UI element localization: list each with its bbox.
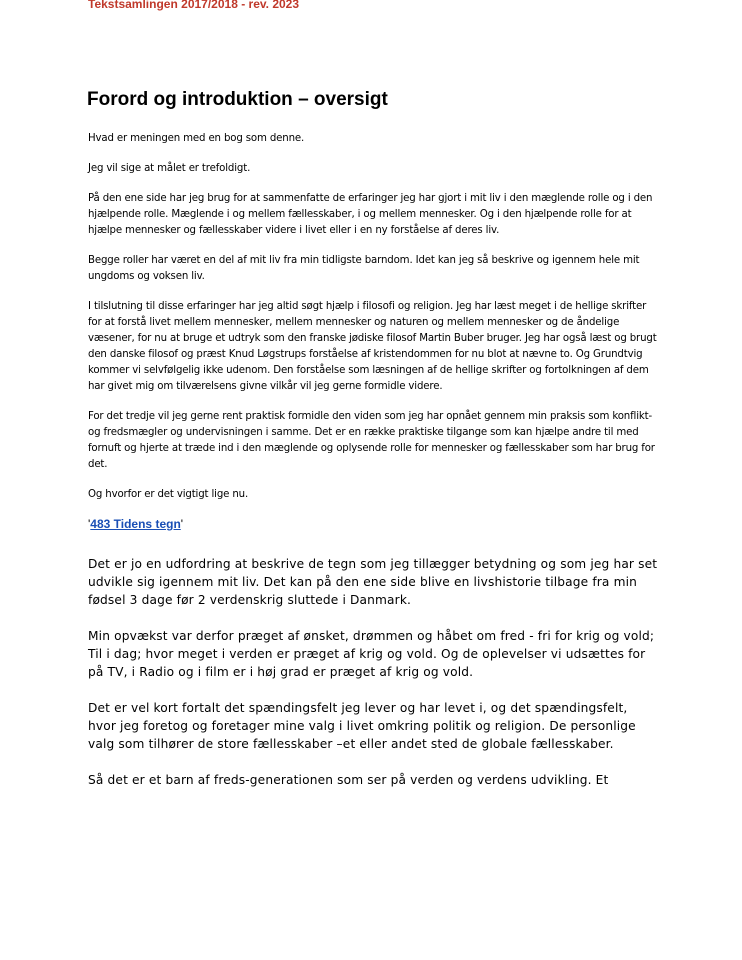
paragraph: Jeg vil sige at målet er trefoldigt. <box>88 163 251 174</box>
section-body <box>88 555 658 789</box>
paragraph: På den ene side har jeg brug for at sammenfatte de erfaringer jeg har gjort i mit liv i den mæglende rolle og i den hjælpende rolle. Mæglende i og mellem fællesskaber, i og mellem mennesker. Og i den hjælpende rolle for at hjælpe mennesker og fællesskaber videre i livet eller i en ny forståelse af deres liv. <box>88 193 653 236</box>
paragraph: Og hvorfor er det vigtigt lige nu. <box>88 489 249 500</box>
paragraph: Så det er et barn af freds-generationen som ser på verden og verdens udvikling. Et <box>88 773 609 787</box>
intro-section <box>88 131 658 503</box>
paragraph: Det er jo en udfordring at beskrive de tegn som jeg tillægger betydning og som jeg har set udvikle sig igennem mit liv. Det kan på den ene side blive en livshistorie tilbage fra min fødsel 3 dage før 2 verdenskrig sluttede i Danmark. <box>88 557 658 607</box>
paragraph: For det tredje vil jeg gerne rent praktisk formidle den viden som jeg har opnået gennem min praksis som konflikt- og fredsmægler og undervisningen i samme. Det er en række praktiske tilgange som kan hjælpe andre til med fornuft og hjerte at træde ind i den mæglende og oplysende rolle for mennesker og fællesskaber som har brug for det. <box>88 411 655 470</box>
link-close-quote: ' <box>180 517 184 531</box>
section-link-line <box>88 517 658 531</box>
page-title: Forord og introduktion – oversigt <box>87 89 388 110</box>
running-header: Tekstsamlingen 2017/2018 - rev. 2023 <box>88 0 300 11</box>
paragraph: Hvad er meningen med en bog som denne. <box>88 133 305 144</box>
link-open-quote: ' <box>88 517 91 531</box>
paragraph: I tilslutning til disse erfaringer har jeg altid søgt hjælp i filosofi og religion. Jeg har læst meget i de hellige skrifter for at forstå livet mellem mennesker, mellem mennesker og naturen og mellem mennesker og de åndelige væsener, for nu at bruge et udtryk som den franske jødiske filosof Martin Buber bruger. Jeg har også læst og brugt den danske filosof og præst Knud Løgstrups forståelse af kristendommen for nu blot at nævne to. Og Grundtvig kommer vi selvfølgelig ikke udenom. Den forståelse som læsningen af de hellige skrifter og fortolkningen af dem har givet mig om tilværelsens givne vilkår vil jeg gerne formidle videre. <box>88 301 657 392</box>
document-body <box>88 131 658 807</box>
section-link[interactable]: 483 Tidens tegn <box>90 517 181 531</box>
paragraph: Min opvækst var derfor præget af ønsket, drømmen og håbet om fred - fri for krig og vold; Til i dag; hvor meget i verden er præget af krig og vold. Og de oplevelser vi udsættes for på TV, i Radio og i film er i høj grad er præget af krig og vold. <box>88 629 655 679</box>
paragraph: Det er vel kort fortalt det spændingsfelt jeg lever og har levet i, og det spændingsfelt, hvor jeg foretog og foretager mine valg i livet omkring politik og religion. De personlige valg som tilhører de store fællesskaber –et eller andet sted de globale fællesskaber. <box>88 701 636 751</box>
paragraph: Begge roller har været en del af mit liv fra min tidligste barndom. Idet kan jeg så beskrive og igennem hele mit ungdoms og voksen liv. <box>88 255 640 282</box>
